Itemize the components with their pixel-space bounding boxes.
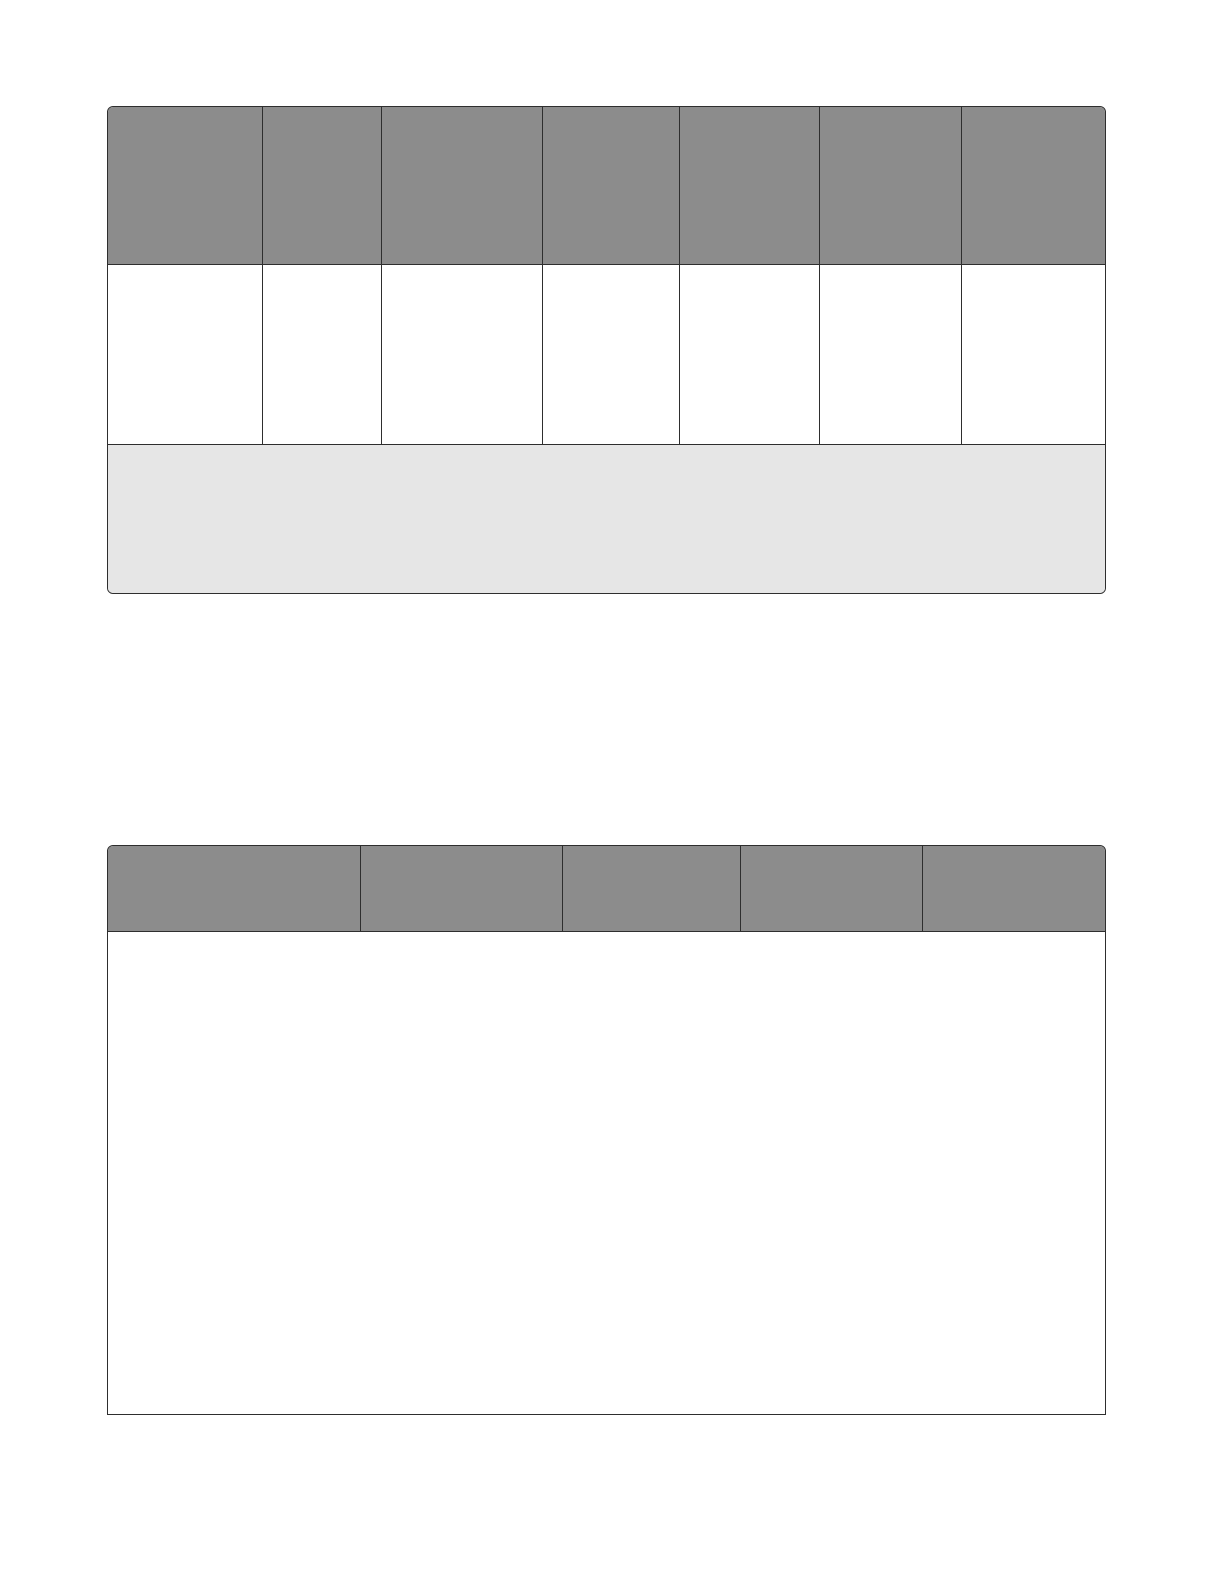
header-cell: [108, 846, 360, 931]
table-cell: [108, 265, 262, 444]
table-note-row: [108, 445, 1105, 593]
table-cell: [961, 265, 1106, 444]
header-cell: [961, 107, 1106, 264]
table-cell: [381, 265, 542, 444]
table-header-row: [108, 846, 1105, 932]
table-cell: [542, 265, 679, 444]
header-cell: [108, 107, 262, 264]
header-cell: [922, 846, 1106, 931]
table-cell: [262, 265, 381, 444]
header-cell: [819, 107, 961, 264]
header-cell: [740, 846, 922, 931]
header-cell: [562, 846, 740, 931]
support-table: [107, 845, 1106, 1415]
table-row: [108, 265, 1105, 445]
table-note: [108, 445, 1105, 457]
table-cell: [819, 265, 961, 444]
header-cell: [542, 107, 679, 264]
header-cell: [262, 107, 381, 264]
header-cell: [679, 107, 819, 264]
header-cell: [381, 107, 542, 264]
table-header-row: [108, 107, 1105, 265]
header-cell: [360, 846, 562, 931]
table-cell: [679, 265, 819, 444]
supply-table: [107, 106, 1106, 594]
